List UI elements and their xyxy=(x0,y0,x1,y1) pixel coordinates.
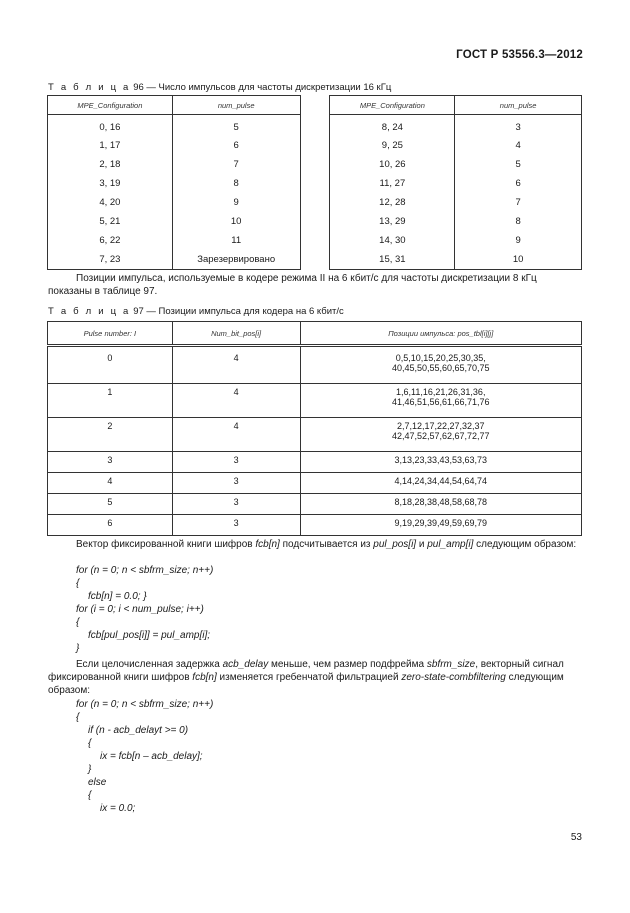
text-run: и xyxy=(416,539,428,550)
table-cell: 4 xyxy=(172,384,300,418)
code-line: { xyxy=(76,578,80,589)
table-cell: 9 xyxy=(455,231,582,250)
variable: fcb[n] xyxy=(255,539,280,550)
code-line: } xyxy=(88,764,92,775)
positions-line: 40,45,50,55,60,65,70,75 xyxy=(391,363,490,373)
document-header: ГОСТ Р 53556.3—2012 xyxy=(456,49,583,61)
table-cell: 5 xyxy=(172,115,300,137)
table-row xyxy=(48,346,582,384)
positions-line: 41,46,51,56,61,66,71,76 xyxy=(391,397,490,407)
positions-line: 2,7,12,17,22,27,32,37 xyxy=(396,421,485,431)
column-header: MPE_Configuration xyxy=(48,96,173,115)
table-97 xyxy=(47,321,582,536)
table-cell: 2, 18 xyxy=(48,155,173,174)
table-cell: 7 xyxy=(172,155,300,174)
table-cell: 10, 26 xyxy=(330,155,455,174)
table-cell: 8, 24 xyxy=(330,115,455,137)
table-cell: 3 xyxy=(172,494,300,515)
table-header-row xyxy=(48,322,582,346)
table-row xyxy=(48,212,582,231)
positions-line: 8,18,28,38,48,58,68,78 xyxy=(394,497,488,507)
table-cell xyxy=(300,494,582,515)
table-cell: 3 xyxy=(172,452,300,473)
column-gap xyxy=(300,96,330,115)
table-cell: 8 xyxy=(455,212,582,231)
table-cell: 3 xyxy=(48,452,173,473)
code-block-1 xyxy=(76,564,213,655)
table-row xyxy=(48,174,582,193)
table-97-caption-text: 97 — Позиции импульса для кодера на 6 кбит/с xyxy=(133,306,344,317)
table-row xyxy=(48,494,582,515)
table-97-caption xyxy=(48,306,344,317)
table-cell: 13, 29 xyxy=(330,212,455,231)
column-gap xyxy=(300,115,330,137)
table-cell: 5 xyxy=(48,494,173,515)
column-gap xyxy=(300,250,330,270)
column-gap xyxy=(300,231,330,250)
paragraph-fcb-vector xyxy=(48,538,582,551)
code-line: else xyxy=(88,777,107,788)
text-run: изменяется гребенчатой фильтрацией xyxy=(216,672,402,683)
column-header: Позиции импульса: pos_tbl[i][j] xyxy=(300,322,582,346)
column-header: Pulse number: I xyxy=(48,322,173,346)
text-run: Вектор фиксированной книги шифров xyxy=(76,539,256,550)
table-96-caption-text: 96 — Число импульсов для частоты дискретизации 16 кГц xyxy=(133,82,392,93)
table-cell: 11, 27 xyxy=(330,174,455,193)
table-cell: 5 xyxy=(455,155,582,174)
table-cell: 4 xyxy=(172,346,300,384)
code-line: { xyxy=(88,738,92,749)
column-header: MPE_Configuration xyxy=(330,96,455,115)
text-run: следующим образом: xyxy=(48,672,564,696)
table-row xyxy=(48,193,582,212)
variable: acb_delay xyxy=(222,659,269,670)
table-cell: 14, 30 xyxy=(330,231,455,250)
text-run: меньше, чем размер подфрейма xyxy=(268,659,427,670)
table-cell: 4 xyxy=(172,418,300,452)
table-cell: 6 xyxy=(48,515,173,536)
code-line: { xyxy=(76,712,80,723)
column-header: Num_bit_pos[i] xyxy=(172,322,300,346)
table-97-caption-label: Т а б л и ц а xyxy=(48,306,131,317)
table-cell: 10 xyxy=(172,212,300,231)
table-cell: 4 xyxy=(48,473,173,494)
table-cell: 6 xyxy=(455,174,582,193)
table-cell: 6 xyxy=(172,136,300,155)
table-row xyxy=(48,473,582,494)
table-cell xyxy=(300,473,582,494)
table-cell: 6, 22 xyxy=(48,231,173,250)
page-number: 53 xyxy=(570,832,582,843)
table-cell: 1 xyxy=(48,384,173,418)
code-line: for (n = 0; n < sbfrm_size; n++) xyxy=(76,699,214,710)
table-cell: 10 xyxy=(455,250,582,270)
paragraph-positions: Позиции импульса, используемые в кодере режима II на 6 кбит/с для частоты дискретизации 8 кГц показаны в таблице 97. xyxy=(48,273,537,297)
table-cell: 11 xyxy=(172,231,300,250)
table-row xyxy=(48,452,582,473)
table-cell: 4, 20 xyxy=(48,193,173,212)
text-run: подсчитывается из xyxy=(279,539,374,550)
table-cell: 12, 28 xyxy=(330,193,455,212)
positions-line: 4,14,24,34,44,54,64,74 xyxy=(394,476,488,486)
table-row xyxy=(48,155,582,174)
code-line: } xyxy=(76,643,80,654)
table-cell xyxy=(300,452,582,473)
table-cell: 1, 17 xyxy=(48,136,173,155)
positions-line: 1,6,11,16,21,26,31,36, xyxy=(396,387,486,397)
variable: pul_amp[i] xyxy=(427,539,474,550)
table-cell: 0 xyxy=(48,346,173,384)
column-gap xyxy=(300,136,330,155)
variable: sbfrm_size xyxy=(426,659,476,670)
table-cell: Зарезервировано xyxy=(172,250,300,270)
table-96-caption-label: Т а б л и ц а xyxy=(48,82,131,93)
code-line: { xyxy=(76,617,80,628)
table-row xyxy=(48,384,582,418)
code-line: ix = 0.0; xyxy=(100,803,136,814)
code-line: for (n = 0; n < sbfrm_size; n++) xyxy=(76,565,214,576)
column-gap xyxy=(300,155,330,174)
table-cell: 0, 16 xyxy=(48,115,173,137)
table-cell: 7 xyxy=(455,193,582,212)
table-96-caption xyxy=(48,82,391,93)
code-line: fcb[pul_pos[i]] = pul_amp[i]; xyxy=(88,630,211,641)
table-cell xyxy=(300,515,582,536)
table-cell: 3, 19 xyxy=(48,174,173,193)
code-line: ix = fcb[n – acb_delay]; xyxy=(100,751,203,762)
positions-line: 9,19,29,39,49,59,69,79 xyxy=(394,518,488,528)
table-cell: 7, 23 xyxy=(48,250,173,270)
column-header: num_pulse xyxy=(455,96,582,115)
column-gap xyxy=(300,212,330,231)
table-cell: 3 xyxy=(455,115,582,137)
variable: pul_pos[i] xyxy=(373,539,417,550)
table-cell: 9, 25 xyxy=(330,136,455,155)
table-cell: 15, 31 xyxy=(330,250,455,270)
table-cell: 5, 21 xyxy=(48,212,173,231)
table-cell: 3 xyxy=(172,473,300,494)
table-cell xyxy=(300,346,582,384)
table-cell: 8 xyxy=(172,174,300,193)
table-header-row xyxy=(48,96,582,115)
table-row xyxy=(48,115,582,137)
code-line: fcb[n] = 0.0; } xyxy=(88,591,147,602)
code-block-2 xyxy=(76,698,213,815)
table-row xyxy=(48,418,582,452)
table-row xyxy=(48,136,582,155)
positions-line: 0,5,10,15,20,25,30,35, xyxy=(395,353,486,363)
column-header: num_pulse xyxy=(172,96,300,115)
code-line: for (i = 0; i < num_pulse; i++) xyxy=(76,604,204,615)
positions-line: 42,47,52,57,62,67,72,77 xyxy=(391,431,490,441)
text-run: , векторный сигнал фиксированной книги шифров xyxy=(48,659,564,683)
column-gap xyxy=(300,193,330,212)
column-gap xyxy=(300,174,330,193)
code-line: { xyxy=(88,790,92,801)
text-run: следующим образом: xyxy=(473,539,577,550)
table-cell: 3 xyxy=(172,515,300,536)
table-cell xyxy=(300,418,582,452)
table-cell: 2 xyxy=(48,418,173,452)
code-line: if (n - acb_delayt >= 0) xyxy=(88,725,189,736)
table-row xyxy=(48,515,582,536)
variable: zero-state-combfiltering xyxy=(401,672,506,683)
table-row xyxy=(48,250,582,270)
table-cell xyxy=(300,384,582,418)
variable: fcb[n] xyxy=(192,672,217,683)
table-row xyxy=(48,231,582,250)
text-run: Если целочисленная задержка xyxy=(76,659,223,670)
paragraph-comb-filter xyxy=(48,658,582,697)
table-96 xyxy=(47,95,582,270)
table-cell: 4 xyxy=(455,136,582,155)
positions-line: 3,13,23,33,43,53,63,73 xyxy=(394,455,488,465)
table-cell: 9 xyxy=(172,193,300,212)
